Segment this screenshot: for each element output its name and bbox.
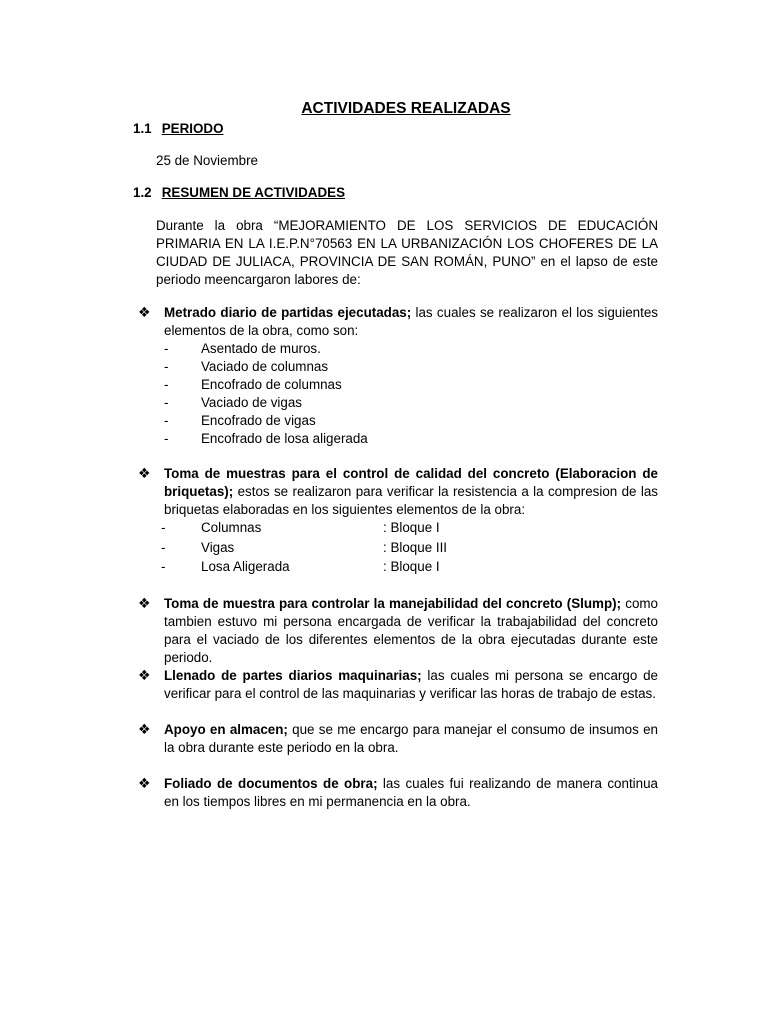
bullet-content [161, 465, 658, 578]
bullet-content [164, 595, 658, 667]
list-item [164, 376, 658, 394]
bullet-content [164, 667, 658, 703]
dash-marker: - [161, 559, 166, 574]
list-item-text: Vaciado de columnas [201, 359, 329, 374]
dash-marker: - [164, 431, 169, 446]
diamond-bullet-icon: ❖ [138, 668, 151, 684]
diamond-bullet-icon: ❖ [138, 466, 151, 482]
list-item-text: Vaciado de vigas [201, 395, 302, 410]
element-label: Columnas [201, 520, 262, 535]
dash-marker: - [164, 359, 169, 374]
dash-marker: - [161, 539, 166, 555]
section-number: 1.2 [133, 185, 152, 200]
dash-marker: - [164, 395, 169, 410]
element-value: : Bloque I [383, 559, 440, 574]
section-title: PERIODO [161, 121, 224, 136]
dash-marker: - [164, 341, 169, 356]
periodo-date: 25 de Noviembre [156, 153, 258, 168]
list-item-text: Asentado de muros. [201, 341, 321, 356]
bullet-text: estos se realizaron para verificar la resistencia a la compresion de las briquetas elaboradas en los siguientes elementos de la obra: [164, 484, 658, 517]
diamond-bullet-icon: ❖ [138, 722, 151, 738]
bullet-text: como tambien estuvo mi persona encargada de verificar la trabajabilidad del concreto para el vaciado de los diferentes elementos de la obra ejecutadas durante este periodo. [164, 596, 659, 665]
bullet-text: las cuales fui realizando de manera continua en los tiempos libres en mi permanencia en la obra. [164, 776, 658, 809]
intro-paragraph: Durante la obra “MEJORAMIENTO DE LOS SERVICIOS DE EDUCACIÓN PRIMARIA EN LA I.E.P.N°70563 EN LA URBANIZACIÓN LOS CHOFERES DE LA CIUDAD DE JULIACA, PROVINCIA DE SAN ROMÁN, PUNO” en el lapso de este periodo meencargaron labores de: [156, 218, 658, 287]
diamond-bullet-icon: ❖ [138, 305, 151, 321]
list-item [161, 519, 658, 539]
subitem-list [161, 519, 658, 578]
bullet-content [164, 304, 658, 448]
bullet-bold: Llenado de partes diarios maquinarias; [164, 668, 422, 683]
list-item [164, 340, 658, 358]
list-item [164, 430, 658, 448]
bullet-text: que se me encargo para manejar el consumo de insumos en la obra durante este periodo en la obra. [164, 722, 658, 755]
section-heading-periodo [133, 120, 224, 138]
bullet-text: las cuales mi persona se encargo de verificar para el control de las maquinarias y verificar las horas de trabajo de estas. [164, 668, 658, 701]
list-item-text: Encofrado de losa aligerada [201, 431, 368, 446]
list-item-text: Encofrado de columnas [201, 377, 342, 392]
dash-marker: - [164, 413, 169, 428]
document-title: ACTIVIDADES REALIZADAS [301, 100, 511, 117]
section-title: RESUMEN DE ACTIVIDADES [161, 185, 346, 200]
dash-marker: - [161, 520, 166, 535]
diamond-bullet-icon: ❖ [138, 776, 151, 792]
bullet-bold: Foliado de documentos de obra; [164, 776, 378, 791]
section-heading-resumen [133, 184, 345, 202]
element-label: Vigas [201, 539, 235, 555]
list-item-text: Encofrado de vigas [201, 413, 316, 428]
list-item [161, 539, 658, 559]
section-number: 1.1 [133, 121, 152, 136]
subitem-list [164, 340, 658, 448]
list-item [164, 412, 658, 430]
element-value: : Bloque I [383, 520, 440, 535]
bullet-bold: Toma de muestra para controlar la manejabilidad del concreto (Slump); [164, 596, 622, 611]
element-label: Losa Aligerada [201, 559, 290, 574]
dash-marker: - [164, 377, 169, 392]
bullet-bold: Toma de muestras para el control de calidad del concreto (Elaboracion de briquetas); [164, 466, 658, 499]
bullet-text: las cuales se realizaron el los siguientes elementos de la obra, como son: [164, 305, 658, 338]
list-item [164, 358, 658, 376]
list-item [164, 394, 658, 412]
bullet-bold: Apoyo en almacen; [164, 722, 288, 737]
bullet-content [164, 721, 658, 757]
list-item [161, 558, 658, 578]
bullet-content [164, 775, 658, 811]
bullet-bold: Metrado diario de partidas ejecutadas; [164, 305, 412, 320]
element-value: : Bloque III [383, 539, 448, 555]
diamond-bullet-icon: ❖ [138, 596, 151, 612]
